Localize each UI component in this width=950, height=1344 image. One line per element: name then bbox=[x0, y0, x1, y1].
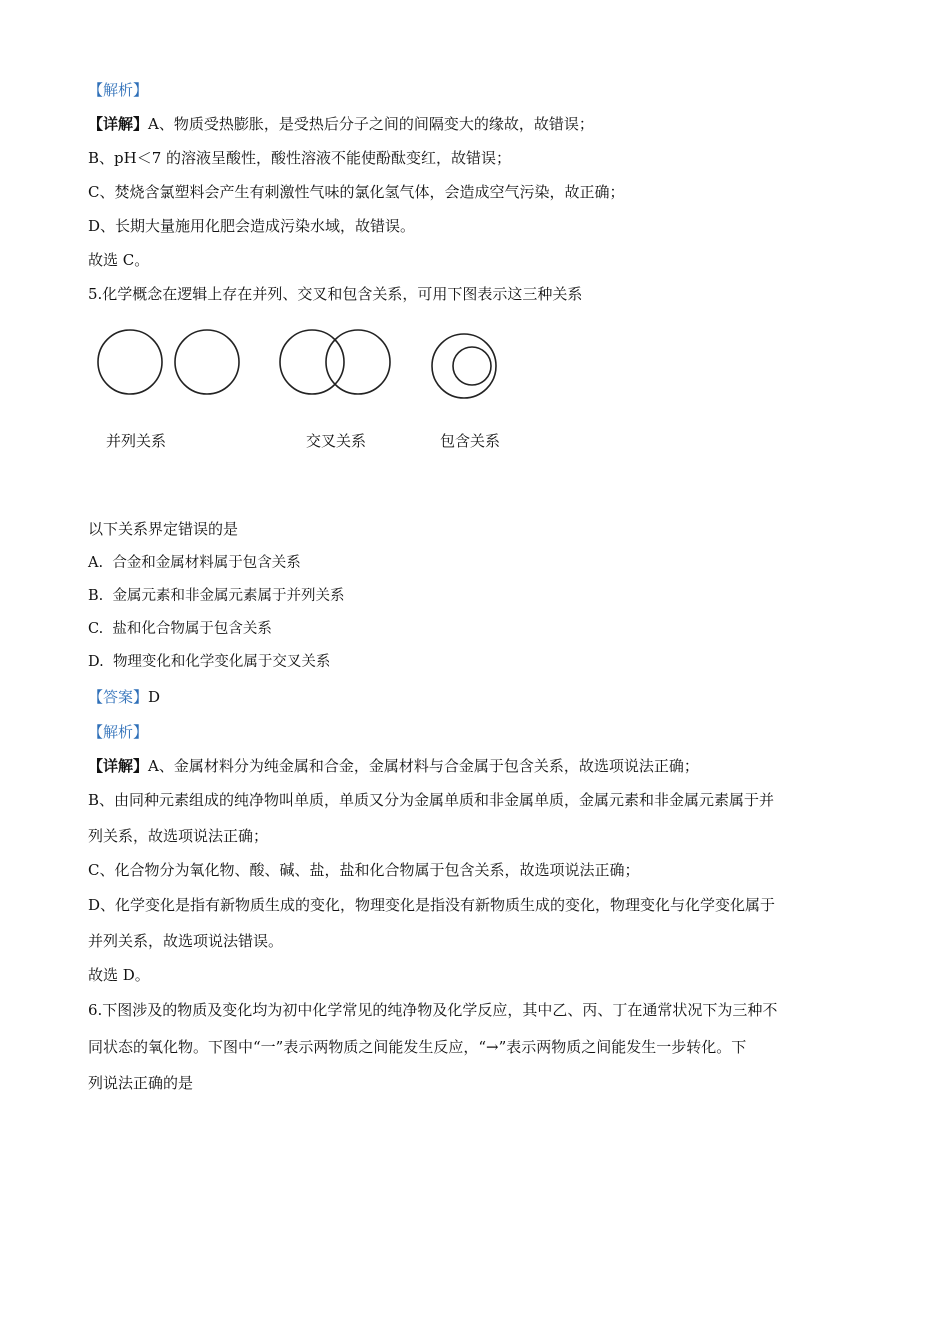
contain-circle-outer bbox=[432, 334, 496, 398]
detail-line-d: D、长期大量施用化肥会造成污染水域，故错误。 bbox=[88, 217, 416, 235]
q5-detail-line-b1: B、由同种元素组成的纯净物叫单质，单质又分为金属单质和非金属单质，金属元素和非金属元素属于并 bbox=[88, 791, 775, 809]
question-6-line-1: 6.下图涉及的物质及变化均为初中化学常见的纯净物及化学反应，其中乙、丙、丁在通常状况下为三种不 bbox=[88, 1001, 778, 1019]
question-5-prompt: 以下关系界定错误的是 bbox=[88, 520, 239, 538]
q5-detail-line-a: 【详解】A、金属材料分为纯金属和合金，金属材料与合金属于包含关系，故选项说法正确； bbox=[88, 757, 699, 775]
answer-line bbox=[88, 687, 868, 707]
analysis-label-2: 【解析】 bbox=[88, 723, 149, 741]
q5-detail-line-b2: 列关系，故选项说法正确； bbox=[88, 827, 269, 845]
option-c: C. 盐和化合物属于包含关系 bbox=[88, 621, 272, 637]
parallel-circle-left bbox=[98, 330, 162, 394]
option-d: D. 物理变化和化学变化属于交叉关系 bbox=[88, 654, 331, 670]
answer-choice: 故选 C。 bbox=[88, 251, 150, 269]
q5-detail-line-c: C、化合物分为氧化物、酸、碱、盐，盐和化合物属于包含关系，故选项说法正确； bbox=[88, 861, 640, 879]
q5-detail-line-d2: 并列关系，故选项说法错误。 bbox=[88, 932, 284, 950]
detail-label: 【详解】 bbox=[88, 115, 149, 133]
caption-cross: 交叉关系 bbox=[306, 432, 367, 450]
analysis-label: 【解析】 bbox=[88, 81, 149, 99]
parallel-circle-right bbox=[175, 330, 239, 394]
relationship-diagram bbox=[88, 320, 528, 420]
detail-line-b: B、pH＜7 的溶液呈酸性，酸性溶液不能使酚酞变红，故错误； bbox=[88, 149, 512, 167]
detail-line-a: 【详解】A、物质受热膨胀，是受热后分子之间的间隔变大的缘故，故错误； bbox=[88, 115, 594, 133]
cross-circle-right bbox=[326, 330, 390, 394]
answer-value: D bbox=[148, 688, 161, 706]
question-6-line-2: 同状态的氧化物。下图中“一”表示两物质之间能发生反应，“→”表示两物质之间能发生一步转化。下 bbox=[88, 1038, 747, 1056]
answer-label: 【答案】 bbox=[88, 688, 149, 706]
q5-answer-choice: 故选 D。 bbox=[88, 966, 150, 984]
contain-circle-inner bbox=[453, 347, 491, 385]
caption-parallel: 并列关系 bbox=[106, 432, 167, 450]
detail-line-c: C、焚烧含氯塑料会产生有刺激性气味的氯化氢气体，会造成空气污染，故正确； bbox=[88, 183, 625, 201]
question-6-line-3: 列说法正确的是 bbox=[88, 1074, 194, 1092]
option-a: A. 合金和金属材料属于包含关系 bbox=[88, 555, 301, 571]
caption-contain: 包含关系 bbox=[440, 432, 501, 450]
detail-label-2: 【详解】 bbox=[88, 757, 149, 775]
option-b: B. 金属元素和非金属元素属于并列关系 bbox=[88, 588, 345, 604]
q5-detail-line-d1: D、化学变化是指有新物质生成的变化，物理变化是指没有新物质生成的变化，物理变化与化学变化属于 bbox=[88, 896, 776, 914]
question-5-stem: 5.化学概念在逻辑上存在并列、交叉和包含关系，可用下图表示这三种关系 bbox=[88, 285, 583, 303]
